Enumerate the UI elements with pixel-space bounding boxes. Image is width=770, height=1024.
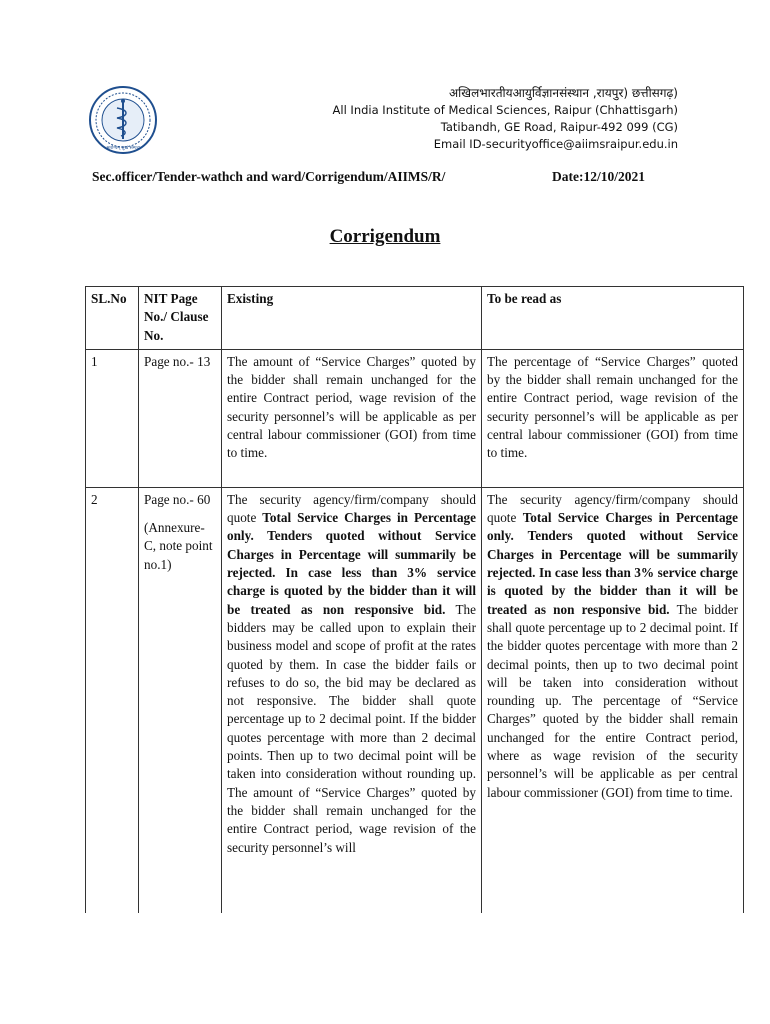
reference-line [92, 169, 682, 185]
institute-name: All India Institute of Medical Sciences, Raipur (Chhattisgarh) [332, 103, 678, 117]
cell-nit-page [139, 487, 222, 913]
institute-address: Tatibandh, GE Road, Raipur-492 099 (CG) [440, 120, 678, 134]
table-row [86, 349, 744, 487]
table-header-row [86, 287, 744, 350]
cell-to-be-read [482, 487, 744, 913]
institute-name-hindi: अखिलभारतीयआयुर्विज्ञानसंस्थान ,रायपुर) छत्तीसगढ़) [449, 86, 678, 100]
cell-to-be-read: The percentage of “Service Charges” quoted by the bidder shall remain unchanged for the entire Contract period, wage revision of the security personnel’s will be applicable as per central labour commissioner (GOI) from time to time. [482, 349, 744, 487]
existing-rest: The bidders may be called upon to explain their business model and scope of profit at the rates quoted by them. In case the bidder fails or refuses to do so, the bid may be declared as not responsive. The bidder shall quote percentage up to 2 decimal point. If the bidder quotes percentage with more than 2 decimal points. Then up to two decimal point will be taken into consideration without rounding up. The amount of “Service Charges” quoted by the bidder shall remain unchanged for the entire Contract period, wage revision of the security personnel’s will [227, 601, 476, 855]
nit-clause: (Annexure-C, note point no.1) [144, 520, 213, 572]
cell-existing: The amount of “Service Charges” quoted by the bidder shall remain unchanged for the entire Contract period, wage revision of the security personnel’s will be applicable as per central labour commissioner (GOI) from time to time. [222, 349, 482, 487]
logo-motto: आरोग्यम् सुखं सम्पदा [105, 146, 141, 151]
header-existing: Existing [222, 287, 482, 350]
read-bold-clause: Total Service Charges in Percentage only. Tenders quoted without Service Charges in Percentage will be summarily rejected. In case less than 3% service charge is quoted by the bidder than it will be treated as non responsive bid. [487, 510, 738, 617]
nit-page-number: Page no.- 60 [144, 491, 211, 507]
institute-email: Email ID-securityoffice@aiimsraipur.edu.in [433, 137, 678, 151]
cell-sl-no: 1 [86, 349, 139, 487]
reference-number: Sec.officer/Tender-wathch and ward/Corrigendum/AIIMS/R/ [92, 169, 446, 184]
read-intro: The security agency/firm/company should quote [487, 491, 738, 526]
cell-nit-page: Page no.- 13 [139, 349, 222, 487]
header-sl-no: SL.No [86, 287, 139, 350]
read-rest: The bidder shall quote percentage up to 2 decimal point. If the bidder quotes percentage with more than 2 decimal points, then up to two decimal point will be taken into consideration without rounding up. The percentage of “Service Charges” quoted by the bidder shall remain unchanged for the entire Contract period, where as wage revision of the security personnel’s will be applicable as per central labour commissioner (GOI) from time to time. [487, 601, 738, 800]
table-row [86, 487, 744, 913]
header-to-be-read: To be read as [482, 287, 744, 350]
document-date: Date:12/10/2021 [552, 169, 645, 184]
cell-sl-no: 2 [86, 487, 139, 913]
aiims-logo [89, 86, 157, 154]
cell-existing [222, 487, 482, 913]
page-title: Corrigendum [329, 226, 441, 247]
existing-bold-clause: Total Service Charges in Percentage only. Tenders quoted without Service Charges in Percentage will summarily be rejected. In case less than 3% service charge is quoted by the bidder than it will be treated as non responsive bid. [227, 510, 476, 617]
letterhead [333, 85, 678, 153]
existing-intro: The security agency/firm/company should quote [227, 491, 476, 526]
header-nit-page: NIT Page No./ Clause No. [139, 287, 222, 350]
corrigendum-table [85, 286, 744, 913]
